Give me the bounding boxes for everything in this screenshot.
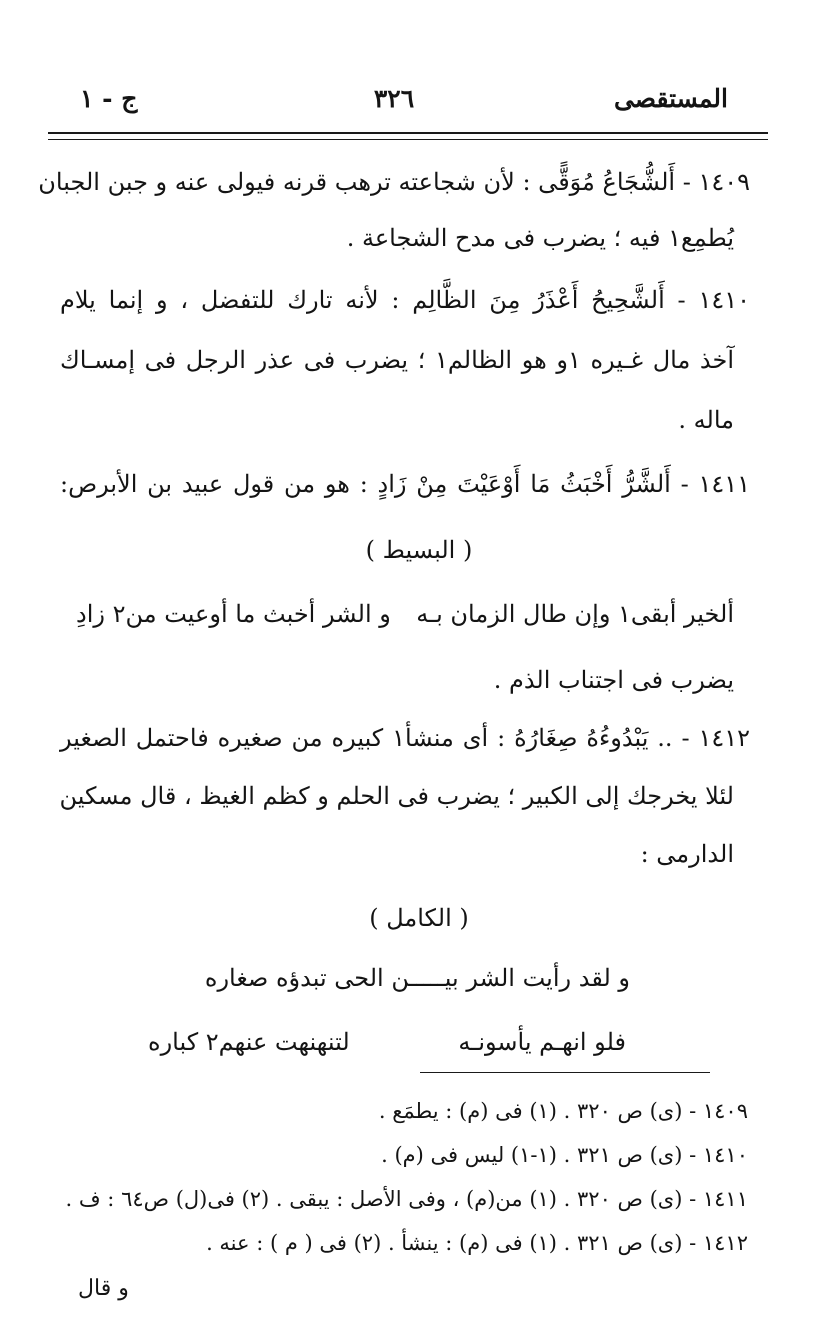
entry-1412-meter: ( الكامل ) (369, 904, 469, 932)
entry-1412-line-3: الدارمى : (640, 840, 734, 868)
entry-1411-verse-hemistich-left: و الشر أخبث ما أوعيت من٢ زادِ (76, 600, 391, 628)
entry-1412-verse-1: و لقد رأيت الشر بيـــــن الحى تبدؤه صغاره (204, 964, 630, 992)
entry-1412-verse-2-right: فلو انهـم يأسونـه (458, 1028, 626, 1056)
book-title: المستقصى (613, 84, 728, 113)
entry-1412-line-2: لئلا يخرجك إلى الكبير ؛ يضرب فى الحلم و كظم الغيظ ، قال مسكين (59, 782, 734, 810)
footnote-rule (420, 1072, 710, 1073)
entry-1412-line-1: ١٤١٢ - .. يَبْدُوءُهُ صِغَارُهُ : أى منشأ١ كبيره من صغيره فاحتمل الصغير (60, 724, 751, 752)
entry-1410-line-3: ماله . (678, 406, 734, 434)
entry-1409-line-1: ١٤٠٩ - أَلشُّجَاعُ مُوَقًّى : لأن شجاعته ترهب قرنه فيولى عنه و جبن الجبان (38, 168, 750, 196)
footnote-1412: ١٤١٢ - (ى) ص ٣٢١ . (١) فى (م) : ينشأ . (٢) فى ( م ) : عنه . (206, 1231, 748, 1255)
footnote-1411: ١٤١١ - (ى) ص ٣٢٠ . (١) من(م) ، وفى الأصل : يبقى . (٢) فى(ل) ص٦٤ : ف . (65, 1187, 748, 1211)
footnote-1410: ١٤١٠ - (ى) ص ٣٢١ . (١-١) ليس فى (م) . (381, 1143, 748, 1167)
entry-1409-line-2: يُطمِع١ فيه ؛ يضرب فى مدح الشجاعة . (346, 224, 734, 252)
page-number: ٣٢٦ (373, 84, 415, 113)
volume-label: ج - ١ (80, 84, 138, 113)
page-header (60, 84, 728, 124)
entry-1410-line-1: ١٤١٠ - أَلشَّحِيحُ أَعْذَرُ مِنَ الظَّالِم : لأنه تارك للتفضل ، و إنما يلام (60, 286, 750, 314)
entry-1411-after: يضرب فى اجتناب الذم . (493, 666, 734, 694)
entry-1410-line-2: آخذ مال غـيره ١و هو الظالم١ ؛ يضرب فى عذر الرجل فى إمسـاك (60, 346, 734, 374)
entry-1411-line-1: ١٤١١ - أَلشَّرُّ أَخْبَثُ مَا أَوْعَيْتَ مِنْ زَادٍ : هو من قول عبيد بن الأبرص: (60, 470, 750, 498)
entry-1411-verse-hemistich-right: ألخير أبقى١ وإن طال الزمان بـه (416, 600, 734, 628)
catchword: و قال (78, 1276, 129, 1301)
header-rule (48, 132, 768, 134)
header-rule-thin (48, 139, 768, 140)
entry-1411-meter: ( البسيط ) (365, 536, 473, 564)
entry-1412-verse-2-left: لتنهنهت عنهم٢ كباره (148, 1028, 350, 1056)
footnote-1409: ١٤٠٩ - (ى) ص ٣٢٠ . (١) فى (م) : يطمَع . (378, 1099, 748, 1123)
